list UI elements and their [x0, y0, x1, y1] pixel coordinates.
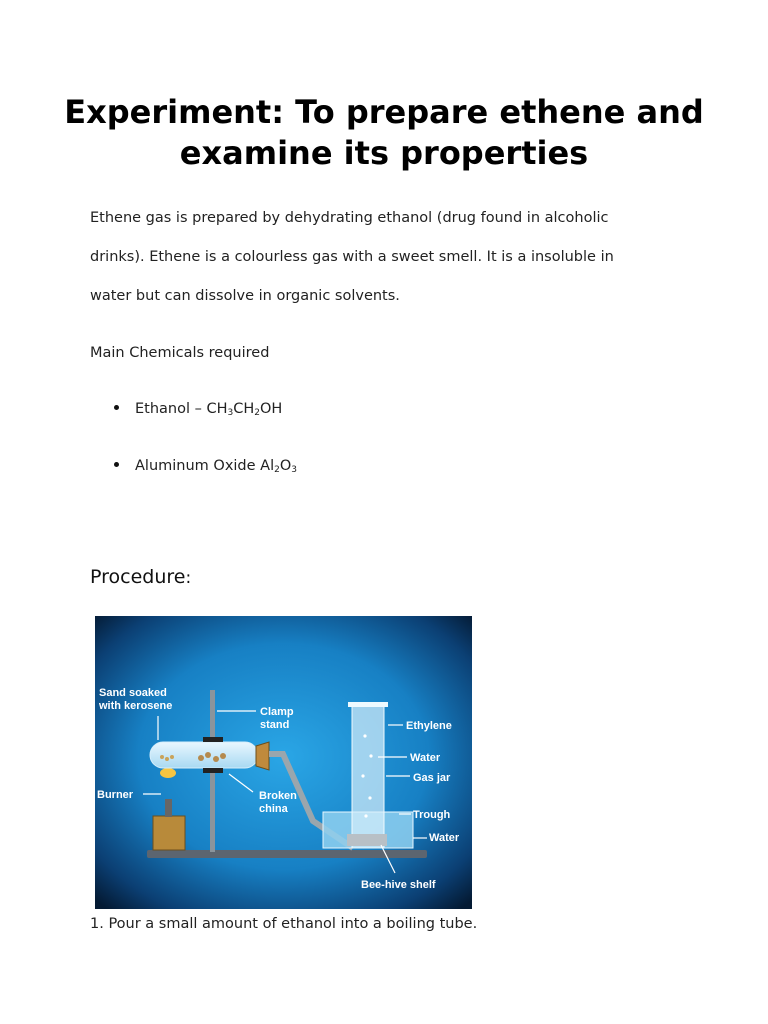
label-broken-line2: china	[259, 803, 288, 815]
chemical-list-item	[114, 458, 297, 475]
procedure-step-1: 1. Pour a small amount of ethanol into a boiling tube.	[90, 916, 478, 932]
bullet-dot	[114, 462, 119, 467]
label-trough: Trough	[413, 809, 451, 821]
label-water-top: Water	[410, 752, 441, 764]
page-title: Experiment: To prepare ethene and examine its properties	[64, 93, 704, 172]
label-broken-line1: Broken	[259, 790, 297, 802]
label-clamp-line2: stand	[260, 719, 290, 731]
label-shelf: Bee-hive shelf	[361, 879, 436, 891]
label-ethylene: Ethylene	[406, 720, 452, 732]
clamp-bottom	[203, 768, 223, 773]
intro-line-2: drinks). Ethene is a colourless gas with a sweet smell. It is a insoluble in	[90, 249, 614, 265]
formula: $CH_3CH_2OH$	[206, 401, 283, 418]
gas-jar	[352, 704, 384, 848]
burner-neck	[165, 799, 172, 817]
stopper	[256, 742, 269, 770]
label-gas-jar: Gas jar	[413, 772, 451, 784]
bullet-dot	[114, 405, 119, 410]
intro-line-1: Ethene gas is prepared by dehydrating ethanol (drug found in alcoholic	[90, 210, 609, 226]
formula: $Al_2O_3$	[260, 458, 298, 475]
apparatus-diagram	[95, 616, 472, 909]
intro-line-3: water but can dissolve in organic solvents.	[90, 288, 400, 304]
chemical-name: Aluminum Oxide	[135, 458, 261, 474]
label-burner: Burner	[97, 789, 134, 801]
label-sand-line1: Sand soaked	[99, 687, 167, 699]
clamp-top	[203, 737, 223, 742]
label-sand-line2: with kerosene	[99, 700, 173, 712]
flame	[160, 768, 176, 778]
bee-hive-shelf	[347, 834, 387, 846]
chemicals-heading: Main Chemicals required	[90, 345, 270, 361]
burner-body	[153, 816, 185, 850]
label-clamp-line1: Clamp	[260, 706, 294, 718]
label-water-bottom: Water	[429, 832, 460, 844]
boiling-tube	[150, 742, 258, 768]
chemical-name: Ethanol –	[135, 401, 207, 417]
procedure-heading: Procedure:	[90, 566, 192, 588]
chemical-list-item	[114, 401, 282, 418]
